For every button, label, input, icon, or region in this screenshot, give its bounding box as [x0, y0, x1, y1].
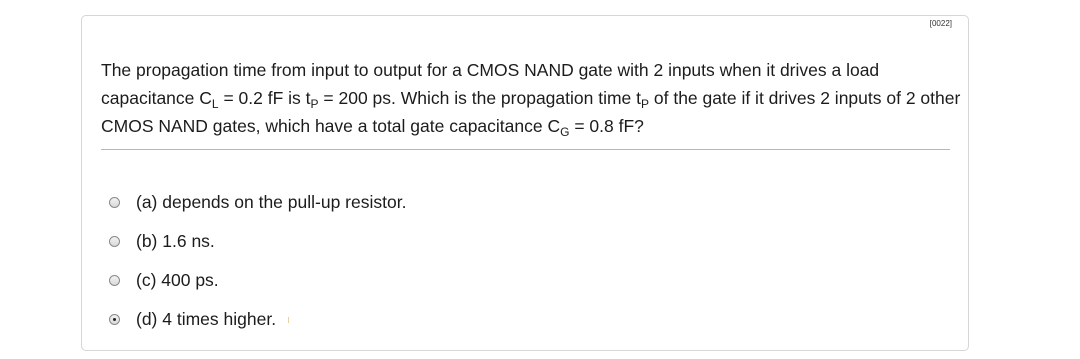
subscript-g: G — [560, 125, 570, 139]
option-a[interactable] — [109, 183, 406, 222]
option-d[interactable] — [109, 300, 406, 339]
correct-mark-icon — [288, 317, 289, 323]
question-text-part: = 200 ps. Which is the propagation time t — [318, 88, 641, 108]
option-label: (b) 1.6 ns. — [136, 231, 215, 251]
radio-button-icon[interactable] — [109, 197, 120, 208]
option-label: (c) 400 ps. — [136, 270, 219, 290]
radio-button-icon[interactable] — [109, 236, 120, 247]
divider — [101, 149, 950, 150]
question-text-part: The propagation time from input to output for a CMOS NAND gate with 2 inputs when it drives a load capacitance C — [101, 60, 880, 108]
subscript-p: P — [310, 97, 319, 111]
question-id: [0022] — [929, 19, 952, 28]
subscript-p: P — [641, 97, 650, 111]
radio-button-selected-icon[interactable] — [109, 314, 120, 325]
question-text-part: = 0.2 fF is t — [218, 88, 311, 108]
radio-button-icon[interactable] — [109, 275, 120, 286]
option-label: (a) depends on the pull-up resistor. — [136, 192, 407, 212]
question-text-part: = 0.8 fF? — [569, 116, 644, 136]
answer-options — [109, 183, 406, 339]
subscript-l: L — [211, 97, 219, 111]
question-text-part: of the gate if it drives 2 inputs of 2 other CMOS NAND gates, which have a total gate capacitance C — [101, 88, 961, 136]
option-c[interactable] — [109, 261, 406, 300]
question-text — [101, 56, 961, 140]
option-b[interactable] — [109, 222, 406, 261]
option-label: (d) 4 times higher. — [136, 309, 277, 329]
question-card — [81, 15, 969, 351]
